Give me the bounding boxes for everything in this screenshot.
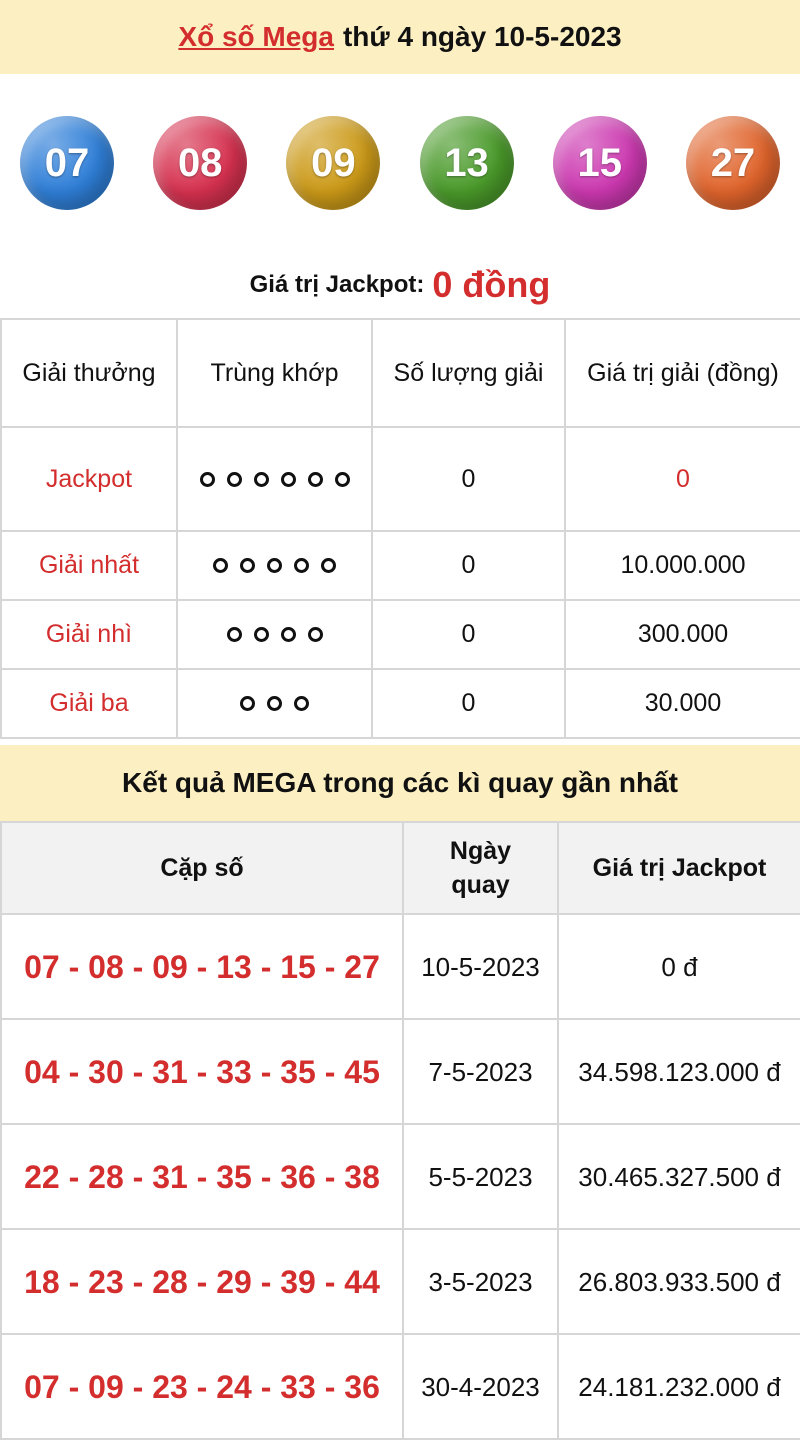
match-circle-icon [335,472,350,487]
prize-table-header [1,319,800,427]
prize-row [1,600,800,669]
prize-row [1,531,800,600]
match-circle-icon [240,558,255,573]
result-jackpot: 34.598.123.000 đ [558,1019,800,1124]
jackpot-value: 0 đồng [432,264,551,305]
prize-count: 0 [372,427,565,531]
match-circle-icon [281,472,296,487]
results-table-header [1,822,800,914]
result-row [1,1334,800,1439]
recent-results-title: Kết quả MEGA trong các kì quay gần nhất [0,745,800,821]
prize-table [0,318,800,739]
prize-name: Jackpot [1,427,177,531]
match-circle-icon [308,627,323,642]
prize-value: 30.000 [565,669,800,738]
col-header-jackpot: Giá trị Jackpot [558,822,800,914]
winning-numbers [0,74,800,252]
number-ball: 08 [153,116,247,210]
number-ball: 27 [686,116,780,210]
match-circle-icon [294,558,309,573]
result-jackpot: 30.465.327.500 đ [558,1124,800,1229]
match-circle-icon [254,472,269,487]
number-ball: 13 [420,116,514,210]
result-row [1,914,800,1019]
prize-value: 10.000.000 [565,531,800,600]
result-date: 30-4-2023 [403,1334,558,1439]
prize-name: Giải ba [1,669,177,738]
result-numbers: 04 - 30 - 31 - 33 - 35 - 45 [1,1019,403,1124]
result-row [1,1019,800,1124]
col-header-numbers: Cặp số [1,822,403,914]
match-circle-icon [308,472,323,487]
result-date: 7-5-2023 [403,1019,558,1124]
prize-name: Giải nhì [1,600,177,669]
col-header-value: Giá trị giải (đồng) [565,319,800,427]
result-numbers: 18 - 23 - 28 - 29 - 39 - 44 [1,1229,403,1334]
match-indicator [177,669,372,738]
recent-results-table [0,821,800,1440]
result-date: 3-5-2023 [403,1229,558,1334]
match-circle-icon [321,558,336,573]
match-circle-icon [200,472,215,487]
prize-value: 0 [565,427,800,531]
draw-date-title: thứ 4 ngày 10-5-2023 [342,21,622,52]
jackpot-label: Giá trị Jackpot: [249,271,425,298]
prize-count: 0 [372,669,565,738]
number-ball: 07 [20,116,114,210]
jackpot-summary [0,252,800,318]
number-ball: 15 [553,116,647,210]
result-numbers: 07 - 08 - 09 - 13 - 15 - 27 [1,914,403,1019]
match-indicator [177,531,372,600]
match-indicator [177,427,372,531]
result-jackpot: 0 đ [558,914,800,1019]
col-header-count: Số lượng giải [372,319,565,427]
result-row [1,1124,800,1229]
prize-name: Giải nhất [1,531,177,600]
prize-count: 0 [372,600,565,669]
result-row [1,1229,800,1334]
prize-row [1,427,800,531]
result-numbers: 22 - 28 - 31 - 35 - 36 - 38 [1,1124,403,1229]
mega-lottery-link[interactable]: Xổ số Mega [178,21,334,52]
result-jackpot: 24.181.232.000 đ [558,1334,800,1439]
prize-count: 0 [372,531,565,600]
prize-row [1,669,800,738]
result-date: 5-5-2023 [403,1124,558,1229]
prize-value: 300.000 [565,600,800,669]
col-header-date: Ngày quay [403,822,558,914]
match-circle-icon [267,696,282,711]
match-circle-icon [227,627,242,642]
match-circle-icon [294,696,309,711]
col-header-prize: Giải thưởng [1,319,177,427]
match-indicator [177,600,372,669]
match-circle-icon [254,627,269,642]
match-circle-icon [213,558,228,573]
match-circle-icon [227,472,242,487]
result-jackpot: 26.803.933.500 đ [558,1229,800,1334]
result-date: 10-5-2023 [403,914,558,1019]
result-numbers: 07 - 09 - 23 - 24 - 33 - 36 [1,1334,403,1439]
match-circle-icon [267,558,282,573]
match-circle-icon [281,627,296,642]
col-header-match: Trùng khớp [177,319,372,427]
page-header [0,0,800,74]
match-circle-icon [240,696,255,711]
number-ball: 09 [286,116,380,210]
